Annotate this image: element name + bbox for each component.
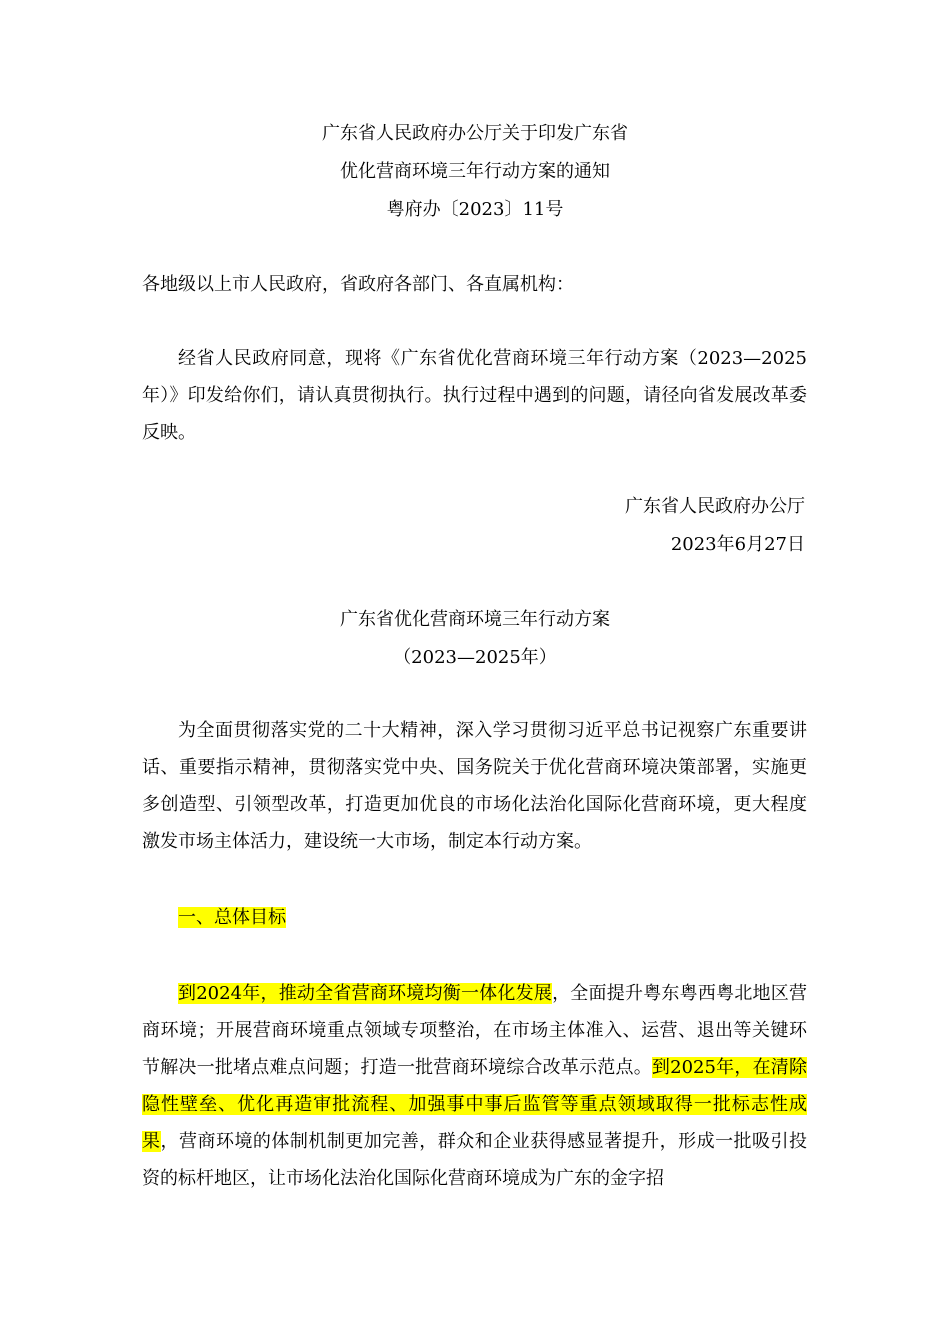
section1-heading bbox=[142, 899, 807, 936]
plan-intro: 为全面贯彻落实党的二十大精神，深入学习贯彻习近平总书记视察广东重要讲话、重要指示精神，贯彻落实党中央、国务院关于优化营商环境决策部署，实施更多创造型、引领型改革，打造更加优良的市场化法治化国际化营商环境，更大程度激发市场主体活力，建设统一大市场，制定本行动方案。 bbox=[142, 720, 807, 852]
section1-body bbox=[142, 975, 807, 1197]
plan-period: （2023—2025年） bbox=[393, 647, 557, 668]
section1-highlight-2025: 到2025年，在清除隐性壁垒、优化再造审批流程、加强事中事后监管等重点领域取得一批标志性成果 bbox=[142, 1057, 807, 1152]
section1-text-part1: ，全面提升粤东粤西粤北地区营商环境；开展营商环境重点领域专项整治，在市场主体准入、运营、退出等关键环节解决一批堵点难点问题；打造一批营商环境综合改革示范点。 bbox=[142, 983, 807, 1078]
signature-date: 2023年6月27日 bbox=[670, 534, 805, 555]
notice-title-line1: 广东省人民政府办公厅关于印发广东省 bbox=[322, 123, 628, 144]
notice-body: 经省人民政府同意，现将《广东省优化营商环境三年行动方案（2023—2025年）》印发给你们，请认真贯彻执行。执行过程中遇到的问题，请径向省发展改革委反映。 bbox=[142, 348, 807, 443]
section1-text-part2: ，营商环境的体制机制更加完善，群众和企业获得感显著提升，形成一批吸引投资的标杆地区，让市场化法治化国际化营商环境成为广东的金字招 bbox=[142, 1131, 808, 1189]
signature: 广东省人民政府办公厅 bbox=[625, 496, 805, 517]
section1-heading-text: 一、总体目标 bbox=[178, 907, 286, 928]
addressee: 各地级以上市人民政府，省政府各部门、各直属机构： bbox=[142, 274, 574, 295]
section1-highlight-2024: 到2024年，推动全省营商环境均衡一体化发展 bbox=[178, 983, 553, 1004]
notice-title-line2: 优化营商环境三年行动方案的通知 bbox=[340, 161, 610, 182]
doc-number: 粤府办〔2023〕11号 bbox=[386, 199, 564, 220]
plan-title: 广东省优化营商环境三年行动方案 bbox=[340, 609, 610, 630]
